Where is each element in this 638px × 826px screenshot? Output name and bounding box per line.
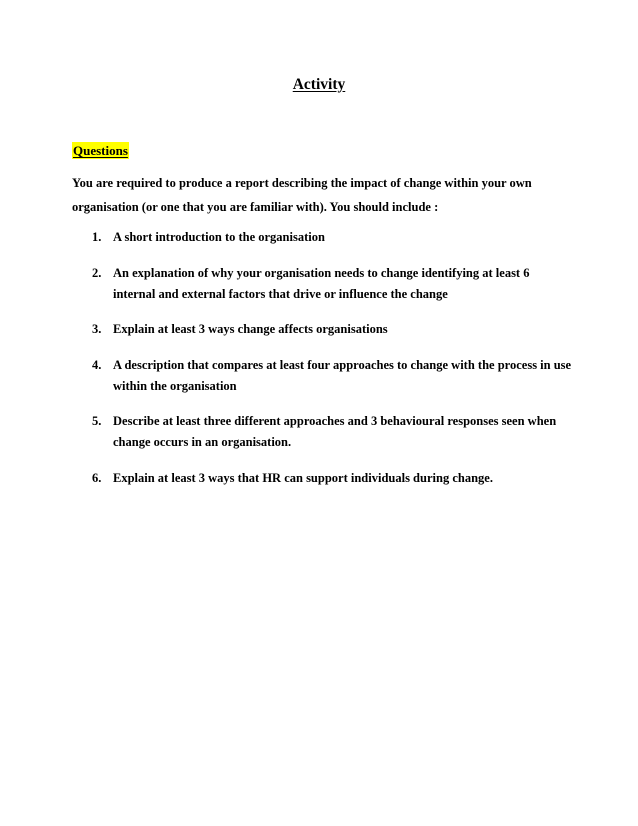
list-item — [72, 227, 572, 248]
intro-paragraph: You are required to produce a report describing the impact of change within your own organisation (or one that you are familiar with). You should include : — [72, 176, 532, 214]
page-title — [0, 76, 638, 94]
list-item-text: Describe at least three different approaches and 3 behavioural responses seen when change occurs in an organisation. — [113, 414, 557, 449]
list-item-number: 2. — [92, 265, 102, 280]
list-item-number: 1. — [92, 230, 102, 244]
list-item-number: 5. — [92, 414, 102, 428]
list-item — [72, 319, 572, 340]
page-title-text: Activity — [292, 76, 346, 93]
list-item — [72, 468, 572, 489]
list-item-text: A description that compares at least four approaches to change with the process in use within the organisation — [113, 357, 572, 393]
list-item-number: 3. — [92, 322, 102, 336]
list-item-text: A short introduction to the organisation — [113, 230, 325, 244]
list-item — [72, 263, 572, 305]
list-item-text: An explanation of why your organisation needs to change identifying at least 6 internal and external factors that drive or influence the change — [113, 265, 530, 301]
list-item-text: Explain at least 3 ways change affects organisations — [113, 322, 388, 336]
list-item-number: 4. — [92, 357, 102, 372]
questions-heading: Questions — [73, 143, 128, 158]
list-item — [72, 411, 572, 453]
question-list — [72, 227, 572, 503]
list-item-text: Explain at least 3 ways that HR can support individuals during change. — [113, 470, 493, 485]
list-item — [72, 355, 572, 397]
list-item-number: 6. — [92, 470, 102, 485]
